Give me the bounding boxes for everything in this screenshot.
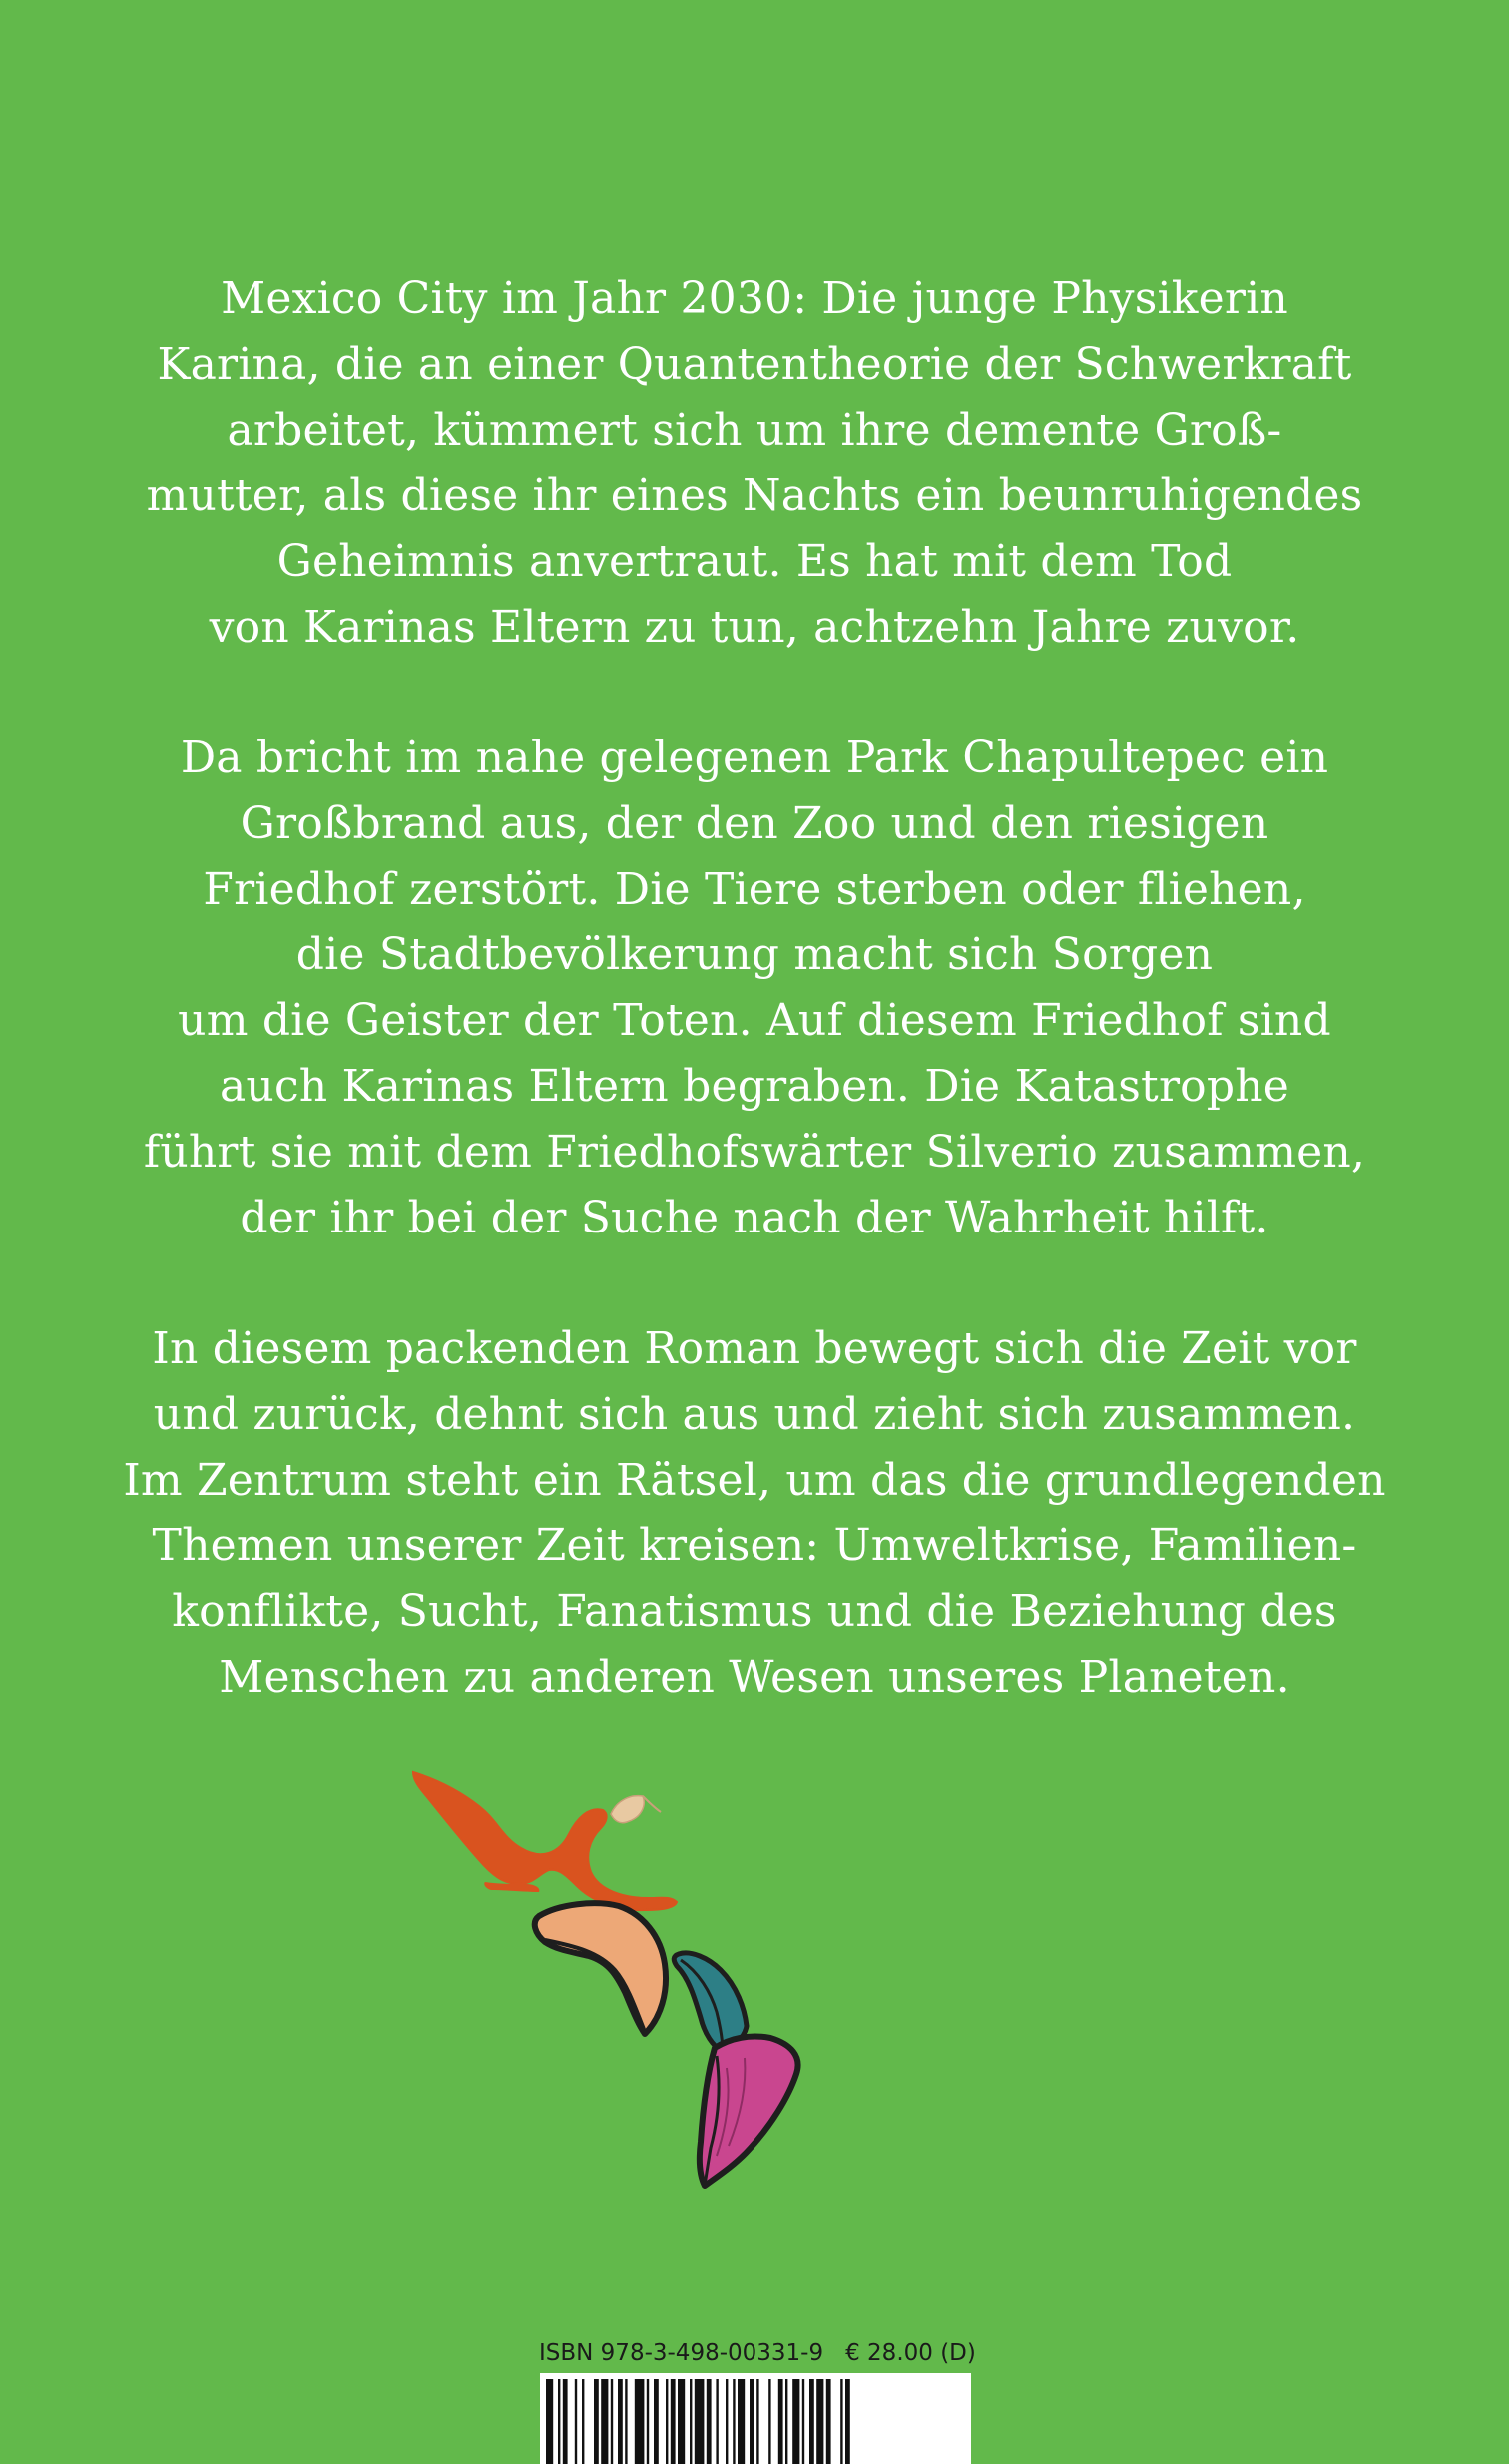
blurb-line: arbeitet, kümmert sich um ihre demente Groß- <box>227 404 1282 456</box>
barcode-bar <box>816 2379 823 2464</box>
blurb-line: um die Geister der Toten. Auf diesem Friedhof sind <box>178 995 1331 1047</box>
blurb-line: Themen unserer Zeit kreisen: Umweltkrise, Familien- <box>152 1520 1357 1572</box>
blurb-line: Menschen zu anderen Wesen unseres Planeten. <box>219 1651 1290 1703</box>
barcode-bar <box>671 2379 676 2464</box>
blurb-line: führt sie mit dem Friedhofswärter Silverio zusammen, <box>143 1126 1366 1178</box>
barcode-bar <box>654 2379 659 2464</box>
barcode-bar <box>618 2379 623 2464</box>
barcode-bar <box>678 2379 685 2464</box>
barcode-bar <box>582 2379 584 2464</box>
peach-leaf-icon <box>535 1903 666 2034</box>
blurb-line: Karina, die an einer Quantentheorie der Schwerkraft <box>157 338 1352 390</box>
barcode-bar <box>809 2379 814 2464</box>
barcode-bar <box>826 2379 831 2464</box>
barcode-bar <box>594 2379 599 2464</box>
blurb-line: Geheimnis anvertraut. Es hat mit dem Tod <box>276 536 1233 588</box>
barcode-bar <box>716 2379 718 2464</box>
blurb-paragraph-1 <box>120 266 1389 661</box>
barcode-bar <box>840 2379 842 2464</box>
blurb-line: Da bricht im nahe gelegenen Park Chapultepec ein <box>180 733 1329 783</box>
barcode-bar <box>625 2379 627 2464</box>
barcode-bar <box>558 2379 560 2464</box>
barcode-bar <box>563 2379 568 2464</box>
beige-leaf-icon <box>611 1796 661 1823</box>
barcode-bar <box>756 2379 758 2464</box>
blurb-line: von Karinas Eltern zu tun, achtzehn Jahre zuvor. <box>209 601 1300 653</box>
barcode-bar <box>733 2379 735 2464</box>
barcode-bar <box>750 2379 754 2464</box>
blurb-line: mutter, als diese ihr eines Nachts ein beunruhigendes <box>146 470 1363 522</box>
orange-salamander-icon <box>413 1772 677 1910</box>
barcode-bar <box>695 2379 705 2464</box>
barcode-bar <box>690 2379 692 2464</box>
barcode-bar <box>575 2379 577 2464</box>
barcode-bar <box>778 2379 783 2464</box>
blurb-line: Im Zentrum steht ein Rätsel, um das die grundlegenden <box>123 1454 1386 1506</box>
blurb-line: konflikte, Sucht, Fanatismus und die Beziehung des <box>172 1586 1337 1638</box>
barcode-bar <box>768 2379 770 2464</box>
blurb-line: Großbrand aus, der den Zoo und den riesigen <box>240 797 1269 849</box>
barcode-bar <box>647 2379 649 2464</box>
blurb-line: die Stadtbevölkerung macht sich Sorgen <box>295 929 1214 981</box>
magenta-leaf-icon <box>700 2036 798 2186</box>
isbn-number: ISBN 978-3-498-00331-9 <box>539 2340 824 2366</box>
barcode-bar <box>707 2379 712 2464</box>
barcode-bar <box>738 2379 745 2464</box>
isbn-price-line <box>539 2339 978 2367</box>
barcode-bar <box>785 2379 787 2464</box>
barcode-bar <box>611 2379 613 2464</box>
barcode-bar <box>726 2379 728 2464</box>
barcode-bar <box>666 2379 668 2464</box>
barcode-bar <box>546 2379 553 2464</box>
barcode-bar <box>792 2379 799 2464</box>
barcode-icon <box>540 2373 971 2464</box>
blurb-line: Mexico City im Jahr 2030: Die junge Physikerin <box>221 273 1288 324</box>
barcode-bar <box>802 2379 804 2464</box>
barcode-bar <box>635 2379 645 2464</box>
blurb-line: In diesem packenden Roman bewegt sich die Zeit vor <box>152 1323 1357 1374</box>
blurb-line: Friedhof zerstört. Die Tiere sterben oder fliehen, <box>203 863 1306 915</box>
blurb-paragraph-3 <box>120 1316 1389 1711</box>
falling-leaves-and-salamander-illustration <box>399 1756 1018 2206</box>
blurb-line: und zurück, dehnt sich aus und zieht sich zusammen. <box>153 1388 1356 1440</box>
blurb-line: auch Karinas Eltern begraben. Die Katastrophe <box>219 1060 1290 1112</box>
blurb-line: der ihr bei der Suche nach der Wahrheit hilft. <box>240 1192 1269 1243</box>
blurb-paragraph-2 <box>120 726 1389 1250</box>
barcode-bar <box>845 2379 850 2464</box>
barcode-bar <box>601 2379 608 2464</box>
price-label: € 28.00 (D) <box>845 2340 976 2366</box>
